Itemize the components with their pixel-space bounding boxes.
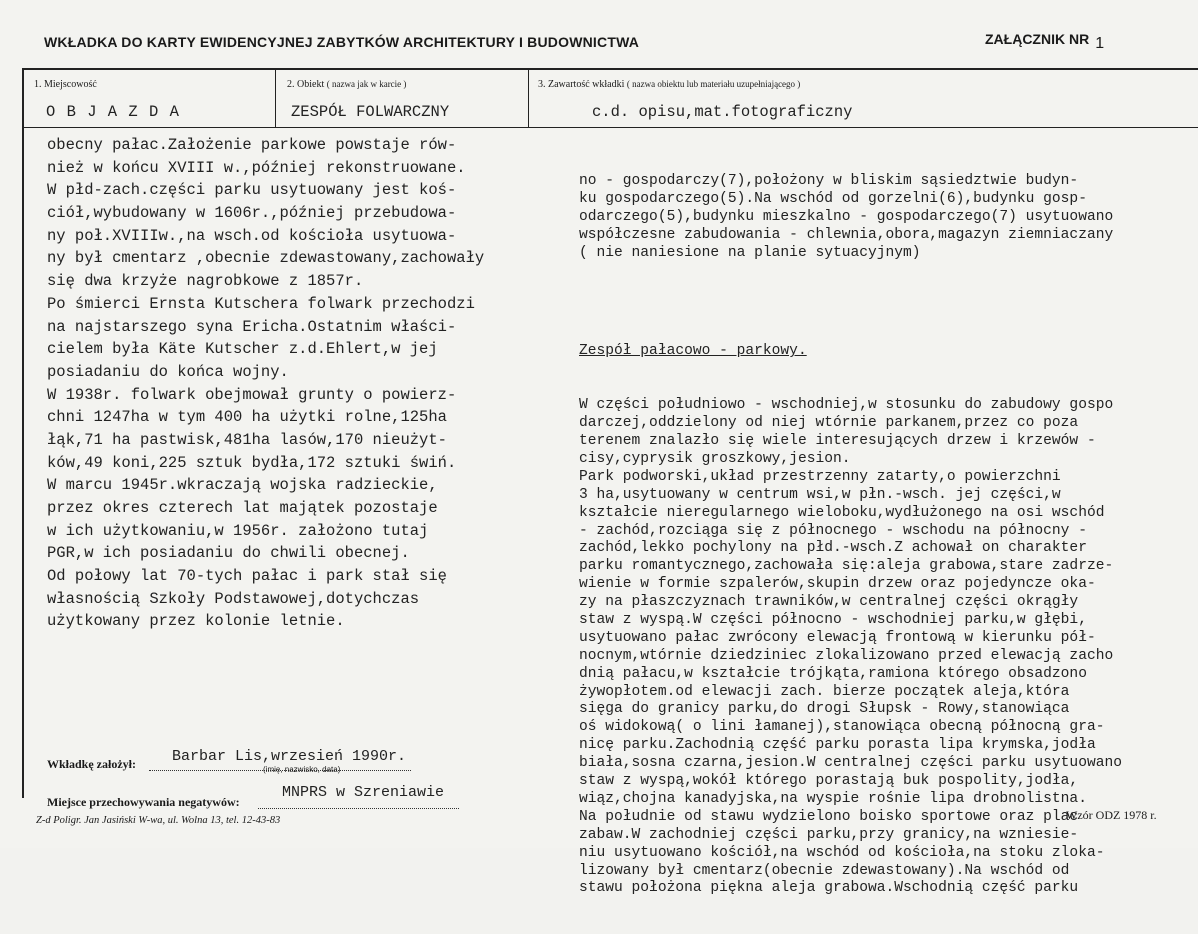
left-text-line: W marcu 1945r.wkraczają wojska radzieckie,	[47, 476, 438, 495]
left-text-line: PGR,w ich posiadaniu do chwili obecnej.	[47, 544, 410, 563]
left-text-line: obecny pałac.Założenie parkowe powstaje rów-	[47, 136, 457, 154]
right-text-line: nocnym,wtórnie dziedziniec zlokalizowano przed elewacją zacho	[579, 647, 1114, 664]
left-text-line: łąk,71 ha pastwisk,481ha lasów,170 nieużyt-	[47, 430, 447, 449]
field-hint-object: ( nazwa jak w karcie )	[326, 79, 407, 89]
right-text-bottom	[579, 397, 1198, 898]
field-label-object	[287, 79, 406, 90]
attachment-number-value: 1	[1095, 35, 1105, 52]
right-text-line: wiąz,chojna kanadyjska,na wyspie rośnie lipa drobnolistna.	[579, 790, 1087, 807]
right-text-line: Na południe od stawu wydzielono boisko sportowe oraz plac	[579, 808, 1079, 825]
right-text-line: odarczego(5),budynku mieszkalno - gospodarczego(7) usytuowano	[579, 208, 1114, 225]
top-rule	[22, 68, 1198, 70]
field-label-locality	[34, 79, 97, 90]
field-label-object-text: 2. Obiekt	[287, 79, 325, 90]
right-text-line: sięga do granicy parku,do drogi Słupsk - Rowy,stanowiąca	[579, 701, 1070, 718]
right-text-line: staw z wyspą,wokół którego porastają buk pospolity,jodła,	[579, 773, 1079, 790]
left-margin-rule	[22, 68, 24, 798]
left-text-line: ny poł.XVIIIw.,na wsch.od kościoła usytuowa-	[47, 226, 457, 245]
right-text-line: terenem znalazło się wiele interesujących drzew i krzewów -	[579, 433, 1096, 450]
paragraph-gap	[579, 298, 1198, 307]
document-title: WKŁADKA DO KARTY EWIDENCYJNEJ ZABYTKÓW ARCHITEKTURY I BUDOWNICTWA	[44, 34, 640, 50]
left-text-line: ciół,wybudowany w 1606r.,później przebudowa-	[47, 204, 457, 223]
right-text-line: zabaw.W zachodniej części parku,przy granicy,na wzniesie-	[579, 826, 1079, 843]
printer-imprint: Z-d Poligr. Jan Jasiński W-wa, ul. Wolna 13, tel. 12-43-83	[36, 815, 281, 826]
attachment-label: ZAŁĄCZNIK NR	[985, 31, 1090, 47]
right-text-line: kształcie nieregularnego wieloboku,wydłużonego na osi wschód	[579, 504, 1105, 521]
right-text-line: W części południowo - wschodniej,w stosunku do zabudowy gospo	[579, 397, 1114, 414]
left-text-line: Od połowy lat 70-tych pałac i park stał się	[47, 567, 447, 586]
author-hint: (imię, nazwisko, data)	[263, 765, 341, 774]
author-value: Barbar Lis,wrzesień 1990r.	[172, 748, 407, 765]
right-text-line: Park podworski,układ przestrzenny zatarty,o powierzchni	[579, 468, 1061, 485]
left-text-line: chni 1247ha w tym 400 ha użytki rolne,125ha	[47, 408, 447, 427]
right-text-top	[579, 173, 1198, 262]
right-text-line: parku romantycznego,zachowała się:aleja grabowa,stare zadrze-	[579, 558, 1114, 575]
left-text-column	[47, 134, 517, 633]
field-label-locality-text: 1. Miejscowość	[34, 79, 97, 90]
right-text-line: darczej,oddzielony od niej wtórnie parkanem,przez co poza	[579, 415, 1079, 432]
left-text-line: Po śmierci Ernsta Kutschera folwark przechodzi	[47, 294, 475, 313]
field-label-contents	[538, 79, 800, 90]
right-text-line: współczesne zabudowania - chlewnia,obora,magazyn ziemniaczany	[579, 226, 1114, 243]
right-text-line: stawu położona piękna aleja grabowa.Wschodnią część parku	[579, 880, 1079, 897]
right-text-line: dnią pałacu,w kształcie trójkąta,ramiona którego obsadzono	[579, 665, 1087, 682]
field-divider-1	[275, 68, 276, 128]
form-code: Wzór ODZ 1978 r.	[1066, 808, 1157, 822]
negatives-dotted-line	[258, 808, 459, 809]
right-text-line: ( nie naniesione na planie sytuacyjnym)	[579, 244, 921, 261]
negatives-label: Miejsce przechowywania negatywów:	[47, 795, 240, 809]
field-value-locality: O B J A Z D A	[46, 103, 180, 121]
left-text-line: własnością Szkoły Podstawowej,dotychczas	[47, 589, 420, 608]
attachment-number	[985, 31, 1105, 52]
right-text-line: no - gospodarczy(7),położony w bliskim sąsiedztwie budyn-	[579, 173, 1079, 189]
left-text-line: ny był cmentarz ,obecnie zdewastowany,zachowały	[47, 249, 485, 268]
negatives-value: MNPRS w Szreniawie	[282, 784, 445, 801]
right-text-line: staw z wyspą.W części północno - wschodniej parku,w głębi,	[579, 612, 1087, 629]
right-text-line: 3 ha,usytuowany w centrum wsi,w płn.-wsch. jej części,w	[579, 486, 1061, 503]
field-value-contents: c.d. opisu,mat.fotograficzny	[592, 103, 853, 121]
fields-bottom-rule	[22, 127, 1198, 128]
left-text-line: ków,49 koni,225 sztuk bydła,172 sztuki świń.	[47, 453, 457, 472]
section-heading: Zespół pałacowo - parkowy.	[579, 343, 807, 360]
left-text-line: nież w końcu XVIII w.,później rekonstruowane.	[47, 158, 466, 177]
left-text-line: przez okres czterech lat majątek pozostaje	[47, 499, 438, 517]
right-text-line: żywopłotem.od elewacji zach. bierze początek aleja,która	[579, 683, 1070, 700]
field-divider-2	[528, 68, 529, 128]
left-text-line: w ich użytkowaniu,w 1956r. założono tutaj	[47, 521, 429, 540]
left-text-line: się dwa krzyże nagrobkowe z 1857r.	[47, 272, 364, 291]
field-label-contents-text: 3. Zawartość wkładki	[538, 79, 625, 90]
right-text-line: niu usytuowano kościół,na wschód od kościoła,na stoku zloka-	[579, 844, 1105, 861]
left-text-line: posiadaniu do końca wojny.	[47, 362, 289, 381]
field-value-object: ZESPÓŁ FOLWARCZNY	[291, 103, 450, 121]
right-text-line: ku gospodarczego(5).Na wschód od gorzelni(6),budynku gosp-	[579, 190, 1087, 207]
right-text-line: cisy,cyprysik groszkowy,jesion.	[579, 451, 851, 468]
author-label: Wkładkę założył:	[47, 757, 136, 771]
left-text-line: cielem była Käte Kutscher z.d.Ehlert,w jej	[47, 340, 438, 359]
field-hint-contents: ( nazwa obiektu lub materiału uzupełniającego )	[626, 79, 801, 89]
right-text-line: - zachód,rozciąga się z północnego - wschodu na północny -	[579, 522, 1087, 539]
right-text-line: usytuowano pałac zwrócony elewacją frontową w kierunku pół-	[579, 629, 1096, 646]
right-text-line: zachód,lekko pochylony na płd.-wsch.Z achował on charakter	[579, 540, 1087, 557]
right-text-line: biała,sosna czarna,jesion.W centralnej części parku usytuowano	[579, 755, 1122, 772]
right-text-line: nicę parku.Zachodnią część parku porasta lipa krymska,jodła	[579, 737, 1096, 754]
right-text-line: zy na płaszczyznach trawników,w centralnej części okrągły	[579, 594, 1079, 611]
left-text-line: użytkowany przez kolonie letnie.	[47, 612, 345, 631]
right-text-line: lizowany był cmentarz(obecnie zdewastowany).Na wschód od	[579, 862, 1070, 879]
right-text-line: wienie w formie szpalerów,skupin drzew oraz pojedyncze oka-	[579, 576, 1096, 593]
left-text-line: W płd-zach.części parku usytuowany jest koś-	[47, 181, 457, 200]
left-text-line: W 1938r. folwark obejmował grunty o powierz-	[47, 385, 457, 404]
right-text-line: oś widokową( o lini łamanej),stanowiąca obecną północną gra-	[579, 719, 1105, 736]
left-text-line: na najstarszego syna Ericha.Ostatnim właści-	[47, 317, 457, 336]
